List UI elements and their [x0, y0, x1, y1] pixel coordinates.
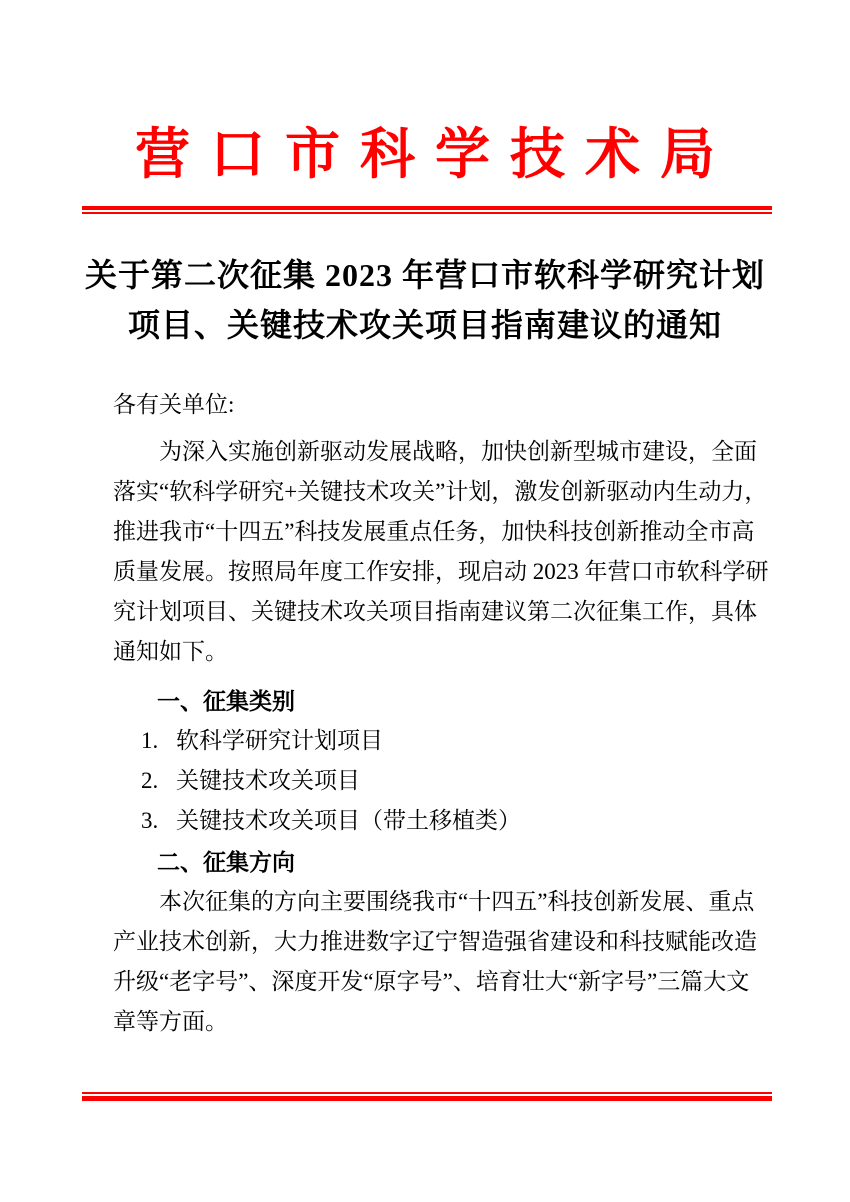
direction-paragraph-line: 章等方面。	[113, 1009, 228, 1034]
intro-paragraph-line: 质量发展。按照局年度工作安排，现启动 2023 年营口市软科学研	[113, 559, 769, 584]
intro-paragraph-line: 究计划项目、关键技术攻关项目指南建议第二次征集工作，具体	[113, 599, 757, 624]
document-title-line-2: 项目、关键技术攻关项目指南建议的通知	[127, 307, 722, 343]
list-item-number: 2.	[141, 768, 159, 793]
agency-name: 营口市科学技术局	[134, 124, 735, 185]
category-list-item	[113, 761, 778, 801]
salutation: 各有关单位:	[113, 392, 235, 417]
document-title	[0, 250, 850, 350]
header-separator-rule	[82, 206, 772, 214]
list-item-label: 关键技术攻关项目（带土移植类）	[176, 808, 521, 833]
document-body	[113, 385, 778, 1042]
footer-separator-thick-bar	[82, 1096, 772, 1101]
direction-paragraph-line: 产业技术创新，大力推进数字辽宁智造强省建设和科技赋能改造	[113, 929, 757, 954]
list-item-label: 软科学研究计划项目	[176, 728, 383, 753]
direction-paragraph	[113, 882, 778, 1042]
category-list-item	[113, 801, 778, 841]
intro-paragraph-line: 为深入实施创新驱动发展战略，加快创新型城市建设，全面	[159, 439, 757, 464]
header-separator-thin-bar	[82, 212, 772, 214]
intro-paragraph-line: 推进我市“十四五”科技发展重点任务，加快科技创新推动全市高	[113, 519, 755, 544]
intro-paragraph-line: 落实“软科学研究+关键技术攻关”计划，激发创新驱动内生动力，	[113, 479, 768, 504]
category-list-item	[113, 721, 778, 761]
footer-separator-rule	[82, 1092, 772, 1101]
intro-paragraph-line: 通知如下。	[113, 639, 228, 664]
intro-paragraph	[113, 432, 778, 672]
direction-paragraph-line: 本次征集的方向主要围绕我市“十四五”科技创新发展、重点	[159, 889, 755, 914]
section-2-heading: 二、征集方向	[157, 849, 295, 875]
list-item-number: 3.	[141, 808, 159, 833]
list-item-number: 1.	[141, 728, 159, 753]
section-1-heading: 一、征集类别	[157, 688, 295, 714]
document-title-line-1: 关于第二次征集 2023 年营口市软科学研究计划	[84, 257, 765, 293]
direction-paragraph-line: 升级“老字号”、深度开发“原字号”、培育壮大“新字号”三篇大文	[113, 969, 750, 994]
list-item-label: 关键技术攻关项目	[176, 768, 360, 793]
